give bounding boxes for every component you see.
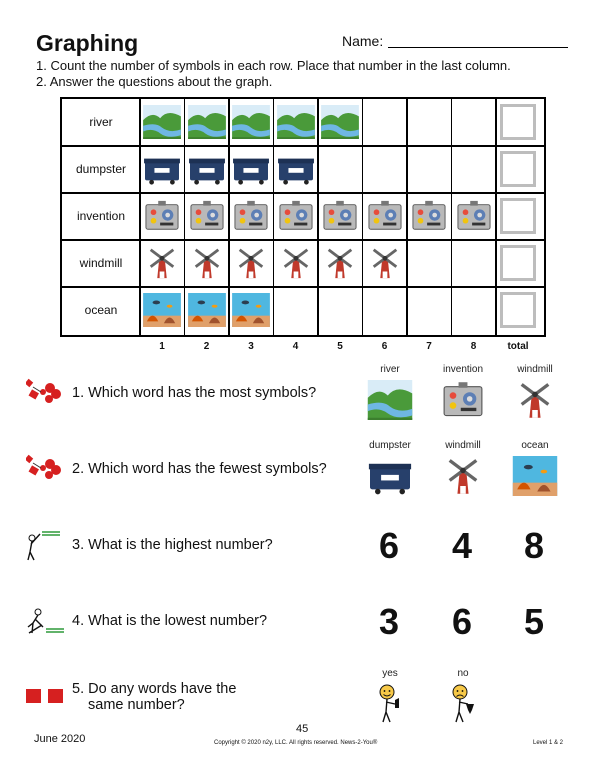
question-5-text-line2: same number? bbox=[88, 697, 185, 713]
column-divider bbox=[139, 97, 141, 337]
answer-number-option[interactable]: 6 bbox=[378, 525, 400, 566]
row-label-dumpster: dumpster bbox=[75, 162, 127, 176]
windmill-icon bbox=[229, 240, 273, 286]
option-label-windmill: windmill bbox=[517, 364, 553, 375]
column-number: 7 bbox=[426, 341, 432, 352]
total-answer-box[interactable] bbox=[500, 151, 536, 187]
option-label-river: river bbox=[380, 364, 400, 375]
option-windmill-windmill-icon[interactable] bbox=[440, 456, 486, 501]
river-icon bbox=[318, 99, 362, 145]
ocean-icon bbox=[229, 287, 273, 333]
instruction-1: 1. Count the number of symbols in each row. Place that number in the last column. bbox=[36, 58, 511, 73]
option-label-dumpster: dumpster bbox=[369, 440, 411, 451]
row-label-river: river bbox=[89, 115, 113, 129]
question-3-text: 3. What is the highest number? bbox=[72, 537, 273, 553]
question-5-text: 5. Do any words have the bbox=[72, 681, 237, 697]
column-divider bbox=[362, 97, 364, 337]
answer-number-option[interactable]: 3 bbox=[378, 601, 400, 642]
hands-icon bbox=[26, 454, 68, 489]
invention-icon bbox=[407, 193, 451, 239]
instruction-2: 2. Answer the questions about the graph. bbox=[36, 74, 273, 89]
invention-icon bbox=[274, 193, 318, 239]
dumpster-icon bbox=[140, 146, 184, 192]
total-answer-box[interactable] bbox=[500, 245, 536, 281]
total-answer-box[interactable] bbox=[500, 198, 536, 234]
footer-date: June 2020 bbox=[34, 733, 86, 745]
windmill-icon bbox=[274, 240, 318, 286]
option-dumpster-dumpster-icon[interactable] bbox=[367, 456, 413, 501]
river-icon bbox=[140, 99, 184, 145]
name-line bbox=[388, 47, 568, 48]
option-label-windmill: windmill bbox=[445, 440, 481, 451]
windmill-icon bbox=[363, 240, 407, 286]
page-title: Graphing bbox=[36, 30, 139, 56]
windmill-icon bbox=[140, 240, 184, 286]
invention-icon bbox=[318, 193, 362, 239]
name-label: Name: bbox=[342, 33, 384, 49]
option-windmill-windmill-icon[interactable] bbox=[512, 380, 558, 425]
row-divider bbox=[60, 145, 546, 147]
column-divider bbox=[495, 97, 497, 337]
column-divider bbox=[273, 97, 275, 337]
option-no-no-icon[interactable] bbox=[450, 684, 480, 729]
river-icon bbox=[185, 99, 229, 145]
row-label-ocean: ocean bbox=[84, 303, 118, 317]
invention-icon bbox=[452, 193, 496, 239]
option-invention-invention-icon[interactable] bbox=[440, 380, 486, 425]
column-number: 5 bbox=[337, 341, 343, 352]
question-2-text: 2. Which word has the fewest symbols? bbox=[72, 461, 327, 477]
ocean-icon bbox=[140, 287, 184, 333]
invention-icon bbox=[229, 193, 273, 239]
dumpster-icon bbox=[185, 146, 229, 192]
total-answer-box[interactable] bbox=[500, 104, 536, 140]
option-label-no: no bbox=[457, 668, 469, 679]
windmill-icon bbox=[185, 240, 229, 286]
answer-number-option[interactable]: 8 bbox=[523, 525, 545, 566]
column-divider bbox=[228, 97, 230, 337]
person-high-icon bbox=[26, 530, 62, 567]
page-number: 45 bbox=[296, 723, 309, 735]
ocean-icon bbox=[185, 287, 229, 333]
same-icon bbox=[26, 688, 68, 709]
hands-icon bbox=[26, 378, 68, 413]
windmill-icon bbox=[318, 240, 362, 286]
question-4-text: 4. What is the lowest number? bbox=[72, 613, 268, 629]
option-label-ocean: ocean bbox=[521, 440, 549, 451]
river-icon bbox=[274, 99, 318, 145]
answer-number-option[interactable]: 5 bbox=[523, 601, 545, 642]
column-number: 2 bbox=[203, 341, 210, 352]
column-number: 4 bbox=[292, 341, 299, 352]
answer-number-option[interactable]: 6 bbox=[451, 601, 473, 642]
river-icon bbox=[229, 99, 273, 145]
option-ocean-ocean-icon[interactable] bbox=[512, 456, 558, 501]
total-answer-box[interactable] bbox=[500, 292, 536, 328]
answer-number-option[interactable]: 4 bbox=[451, 525, 473, 566]
question-1-text: 1. Which word has the most symbols? bbox=[72, 385, 317, 401]
option-yes-yes-icon[interactable] bbox=[377, 684, 407, 729]
column-number: 6 bbox=[381, 341, 388, 352]
row-label-windmill: windmill bbox=[79, 256, 123, 270]
level-label: Level 1 & 2 bbox=[533, 740, 564, 746]
column-divider bbox=[184, 97, 186, 337]
option-label-invention: invention bbox=[442, 364, 484, 375]
column-number: 1 bbox=[159, 341, 165, 352]
invention-icon bbox=[185, 193, 229, 239]
invention-icon bbox=[140, 193, 184, 239]
option-river-river-icon[interactable] bbox=[367, 380, 413, 425]
column-number: total bbox=[507, 341, 529, 352]
dumpster-icon bbox=[274, 146, 318, 192]
person-low-icon bbox=[26, 605, 66, 640]
column-divider bbox=[451, 97, 453, 337]
copyright: Copyright © 2020 n2y, LLC. All rights reserved. News-2-You® bbox=[214, 740, 378, 746]
column-divider bbox=[317, 97, 319, 337]
dumpster-icon bbox=[229, 146, 273, 192]
option-label-yes: yes bbox=[382, 668, 398, 679]
row-divider bbox=[60, 286, 546, 288]
row-divider bbox=[60, 239, 546, 241]
row-divider bbox=[60, 192, 546, 194]
invention-icon bbox=[363, 193, 407, 239]
column-divider bbox=[406, 97, 408, 337]
column-number: 3 bbox=[248, 341, 254, 352]
row-label-invention: invention bbox=[76, 209, 126, 223]
column-number: 8 bbox=[470, 341, 477, 352]
